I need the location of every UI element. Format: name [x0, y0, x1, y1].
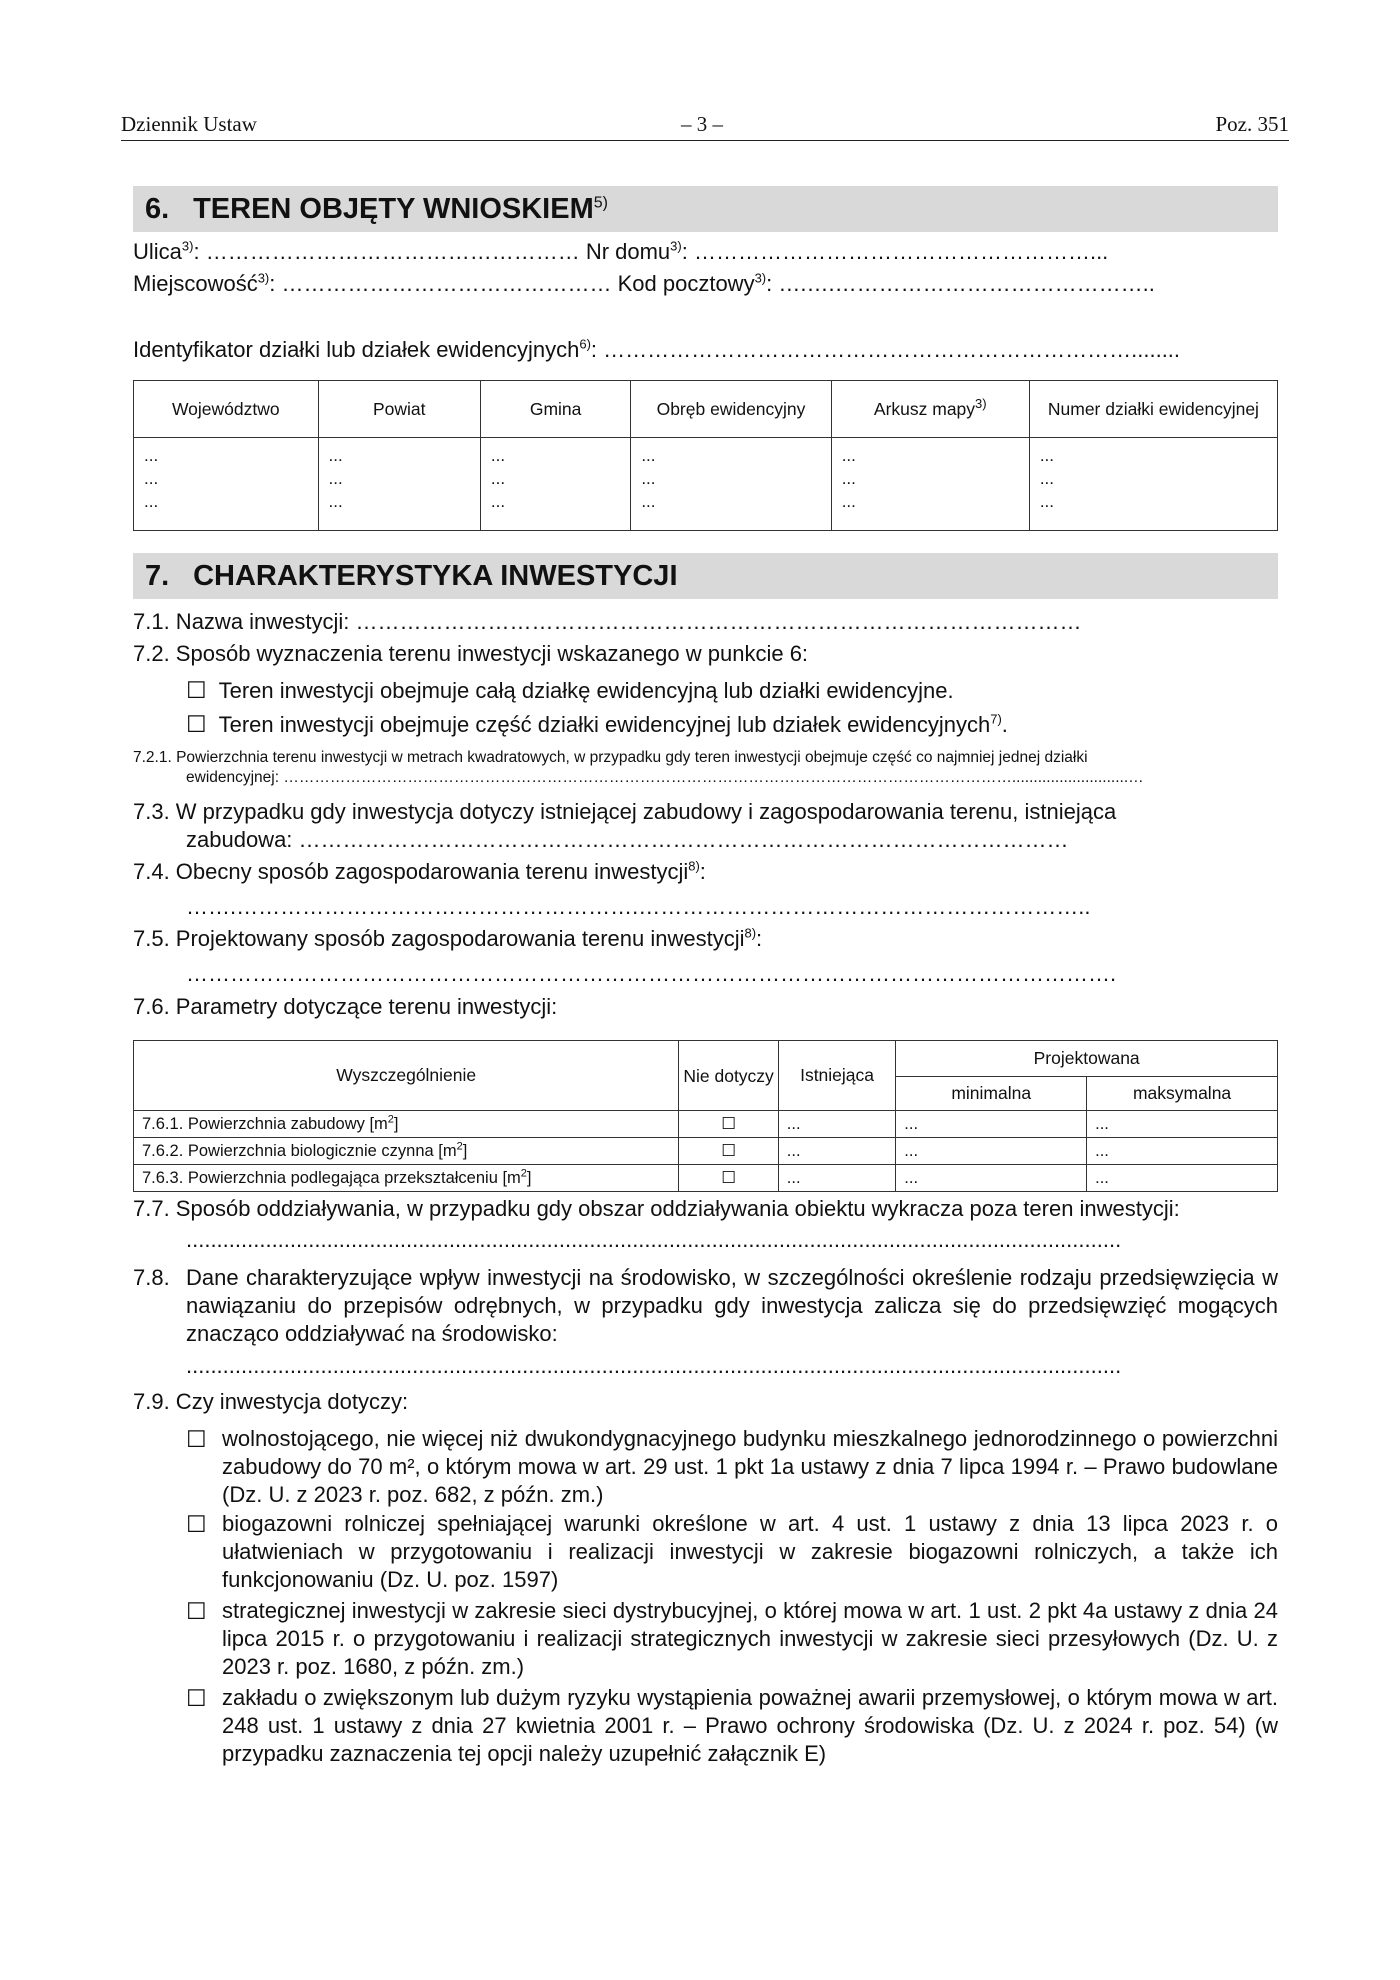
row-label: [134, 1111, 679, 1138]
col-projektowana: Projektowana: [896, 1041, 1278, 1077]
checkbox-icon[interactable]: ☐: [186, 1685, 207, 1711]
minimalna-field[interactable]: ...: [896, 1165, 1087, 1192]
miejscowosc-field[interactable]: : ………………………………………: [269, 271, 618, 296]
checkbox-icon[interactable]: ☐: [186, 1426, 207, 1452]
bracket: ]: [526, 1168, 532, 1187]
option-checkbox-1[interactable]: [186, 1425, 219, 1454]
nie-dotyczy-checkbox[interactable]: ☐: [679, 1111, 778, 1138]
item-7-4-field[interactable]: …….……………………………………………….……………………………………………………..: [186, 894, 1091, 919]
col-obreb: Obręb ewidencyjny: [631, 381, 831, 438]
item-7-1[interactable]: 7.1. Nazwa inwestycji: ………………………………………………………………………………………: [133, 609, 1082, 634]
nr-domu-field[interactable]: : ………………………………………………...: [681, 239, 1109, 264]
row-label-text: 7.6.1. Powierzchnia zabudowy [m: [142, 1114, 388, 1133]
identyfikator-row: [133, 336, 1180, 364]
item-7-5-label: 7.5. Projektowany sposób zagospodarowania terenu inwestycji: [133, 926, 745, 951]
minimalna-field[interactable]: ...: [896, 1138, 1087, 1165]
ulica-label: Ulica: [133, 239, 182, 264]
table-row: [134, 1165, 1278, 1192]
cell-wojewodztwo[interactable]: ... ... ...: [134, 438, 319, 531]
item-7-9-option-1: wolnostojącego, nie więcej niż dwukondygnacyjnego budynku mieszkalnego jednorodzinnego o powierzchni zabudowy do 70 m², o którym mowa w art. 29 ust. 1 pkt 1a ustawy z dnia 7 lipca 1994 r. – Prawo budowlane (Dz. U. z 2023 r. poz. 682, z późn. zm.): [222, 1426, 1278, 1507]
istniejaca-field[interactable]: ...: [778, 1111, 896, 1138]
item-7-7-field[interactable]: .........................................................................................................................................................: [186, 1227, 1122, 1252]
nr-domu-label: Nr domu: [585, 239, 671, 264]
kod-pocztowy-label: Kod pocztowy: [617, 271, 755, 296]
cell-gmina[interactable]: ... ... ...: [480, 438, 630, 531]
col-gmina: Gmina: [480, 381, 630, 438]
col-minimalna: minimalna: [896, 1077, 1087, 1111]
col-arkusz: [831, 381, 1029, 438]
checkbox-icon[interactable]: ☐: [186, 711, 207, 737]
nie-dotyczy-checkbox[interactable]: ☐: [679, 1138, 778, 1165]
maksymalna-field[interactable]: ...: [1087, 1165, 1278, 1192]
item-7-2-option-1[interactable]: [186, 676, 954, 705]
cell-arkusz[interactable]: ... ... ...: [831, 438, 1029, 531]
parameters-table: [133, 1040, 1278, 1192]
section-6-title: TEREN OBJĘTY WNIOSKIEM: [193, 193, 594, 225]
col-istniejaca: Istniejąca: [778, 1041, 896, 1111]
miejscowosc-footnote: 3): [257, 270, 270, 286]
item-7-4-label: 7.4. Obecny sposób zagospodarowania terenu inwestycji: [133, 859, 689, 884]
option-checkbox-3[interactable]: [186, 1597, 219, 1626]
option-2-footnote: 7): [990, 711, 1002, 727]
checkbox-icon[interactable]: ☐: [186, 1598, 207, 1624]
item-7-6: 7.6. Parametry dotyczące terenu inwestycji:: [133, 994, 558, 1019]
bracket: ]: [393, 1114, 399, 1133]
cell-powiat[interactable]: ... ... ...: [318, 438, 480, 531]
item-7-5-field[interactable]: ……………………………………………………………………………………………………………….: [186, 961, 1117, 986]
item-7-7: 7.7. Sposób oddziaływania, w przypadku gdy obszar oddziaływania obiektu wykracza poza teren inwestycji:: [133, 1196, 1180, 1221]
item-7-8-number: 7.8.: [133, 1265, 170, 1290]
col-nie-dotyczy: Nie dotyczy: [679, 1041, 778, 1111]
sq-exp: 2: [456, 1140, 463, 1152]
miejscowosc-label: Miejscowość: [133, 271, 258, 296]
cell-numer-dzialki[interactable]: ... ... ...: [1029, 438, 1277, 531]
item-7-2: 7.2. Sposób wyznaczenia terenu inwestycji wskazanego w punkcie 6:: [133, 641, 809, 666]
nr-domu-footnote: 3): [670, 238, 682, 254]
row-label-text: 7.6.2. Powierzchnia biologicznie czynna [m: [142, 1141, 457, 1160]
item-7-4: 7.4. Obecny sposób zagospodarowania terenu inwestycji$^{8)}$:: [133, 858, 706, 884]
ulica-field[interactable]: : ……………………………………………: [193, 239, 586, 264]
miejscowosc-row: [133, 270, 1155, 298]
item-7-4-footnote: 8): [688, 858, 700, 874]
sq-exp: 2: [520, 1167, 527, 1179]
col-maksymalna: maksymalna: [1087, 1077, 1278, 1111]
identyfikator-footnote: 6): [579, 336, 591, 352]
col-numer-dzialki: Numer działki ewidencyjnej: [1029, 381, 1277, 438]
col-arkusz-footnote: 3): [975, 395, 987, 411]
parcel-table: [133, 380, 1278, 531]
item-7-5-footnote: 8): [744, 925, 757, 941]
section-6-heading: [133, 186, 1278, 232]
item-7-3-line-1: 7.3. W przypadku gdy inwestycja dotyczy istniejącej zabudowy i zagospodarowania terenu, istniejąca: [133, 799, 1117, 824]
section-7-title: CHARAKTERYSTYKA INWESTYCJI: [193, 560, 678, 592]
table-row: [134, 1111, 1278, 1138]
item-7-9-option-3: strategicznej inwestycji w zakresie sieci dystrybucyjnej, o której mowa w art. 1 ust. 2 pkt 4a ustawy z dnia 24 lipca 2015 r. o przygotowaniu i realizacji strategicznych inwestycji w zakresie sieci przesyłowych (Dz. U. z 2023 r. poz. 1680, z późn. zm.): [222, 1598, 1278, 1679]
ulica-footnote: 3): [181, 238, 194, 254]
row-label: [134, 1138, 679, 1165]
item-7-9-option-4: zakładu o zwiększonym lub dużym ryzyku wystąpienia poważnej awarii przemysłowej, o którym mowa w art. 248 ust. 1 ustawy z dnia 27 kwietnia 2001 r. – Prawo ochrony środowiska (Dz. U. z 2024 r. poz. 54) (w przypadku zaznaczenia tej opcji należy uzupełnić załącznik E): [222, 1685, 1278, 1766]
istniejaca-field[interactable]: ...: [778, 1165, 896, 1192]
table-row: [134, 1138, 1278, 1165]
nie-dotyczy-checkbox[interactable]: ☐: [679, 1165, 778, 1192]
item-7-9: 7.9. Czy inwestycja dotyczy:: [133, 1389, 409, 1414]
row-label: [134, 1165, 679, 1192]
maksymalna-field[interactable]: ...: [1087, 1138, 1278, 1165]
item-7-8-field[interactable]: .........................................................................................................................................................: [186, 1353, 1122, 1378]
option-checkbox-2[interactable]: [186, 1510, 219, 1539]
col-arkusz-label: Arkusz mapy: [873, 398, 976, 419]
kod-pocztowy-footnote: 3): [754, 270, 767, 286]
item-7-8-text: Dane charakteryzujące wpływ inwestycji na środowisko, w szczególności określenie rodzaju przedsięwzięcia w nawiązaniu do przepisów odrębnych, w przypadku gdy inwestycja zalicza się do przedsięwzięć mogących znacząco oddziaływać na środowisko:: [186, 1265, 1278, 1346]
section-6-number: 6.: [145, 193, 170, 225]
item-7-5: 7.5. Projektowany sposób zagospodarowania terenu inwestycji$^{8)}$:: [133, 925, 763, 951]
section-7-heading: [133, 553, 1278, 599]
item-7-3-field[interactable]: zabudowa: ……………………………………………………………………………………………: [186, 827, 1069, 852]
journal-name: Dziennik Ustaw: [121, 112, 257, 136]
item-7-2-1-field[interactable]: ewidencyjnej: ……………………………………………………………………………………………………………………………...........................…: [186, 769, 1144, 786]
cell-obreb[interactable]: ... ... ...: [631, 438, 831, 531]
section-6-footnote: 5): [593, 194, 608, 212]
row-label-text: 7.6.3. Powierzchnia podlegająca przekształceniu [m: [142, 1168, 521, 1187]
maksymalna-field[interactable]: ...: [1087, 1111, 1278, 1138]
position-number: Poz. 351: [1215, 112, 1289, 136]
item-7-2-option-2[interactable]: ☐ Teren inwestycji obejmuje część działki ewidencyjnej lub działek ewidencyjnych$^{7)}$.: [186, 711, 1008, 737]
col-powiat: Powiat: [318, 381, 480, 438]
running-header: [121, 112, 1289, 141]
page-number: – 3 –: [681, 112, 723, 136]
bracket: ]: [462, 1141, 468, 1160]
kod-pocztowy-field[interactable]: : ….….……………………………………..: [766, 271, 1155, 296]
sq-exp: 2: [387, 1113, 394, 1125]
col-wyszczegolnienie: Wyszczególnienie: [134, 1041, 679, 1111]
option-checkbox-4[interactable]: [186, 1684, 219, 1713]
item-7-9-option-2: biogazowni rolniczej spełniającej warunki określone w art. 4 ust. 1 ustawy z dnia 13 lipca 2023 r. o ułatwieniach w przygotowaniu i realizacji inwestycji w zakresie biogazowni rolniczych, a także ich funkcjonowaniu (Dz. U. poz. 1597): [222, 1511, 1278, 1592]
checkbox-icon[interactable]: ☐: [186, 1511, 207, 1537]
option-2-label: Teren inwestycji obejmuje część działki ewidencyjnej lub działek ewidencyjnych: [218, 712, 991, 737]
checkbox-icon[interactable]: ☐: [186, 677, 207, 703]
minimalna-field[interactable]: ...: [896, 1111, 1087, 1138]
istniejaca-field[interactable]: ...: [778, 1138, 896, 1165]
identyfikator-field[interactable]: : ………………………………………………………………........: [590, 337, 1181, 362]
section-7-number: 7.: [145, 560, 170, 592]
option-1-label: Teren inwestycji obejmuje całą działkę ewidencyjną lub działki ewidencyjne.: [218, 678, 954, 703]
col-wojewodztwo: Województwo: [134, 381, 319, 438]
ulica-row: [133, 238, 1108, 266]
item-7-2-1-line-1: 7.2.1. Powierzchnia terenu inwestycji w metrach kwadratowych, w przypadku gdy teren inwestycji obejmuje część co najmniej jednej działki: [133, 749, 1088, 766]
identyfikator-label: Identyfikator działki lub działek ewidencyjnych: [133, 337, 580, 362]
